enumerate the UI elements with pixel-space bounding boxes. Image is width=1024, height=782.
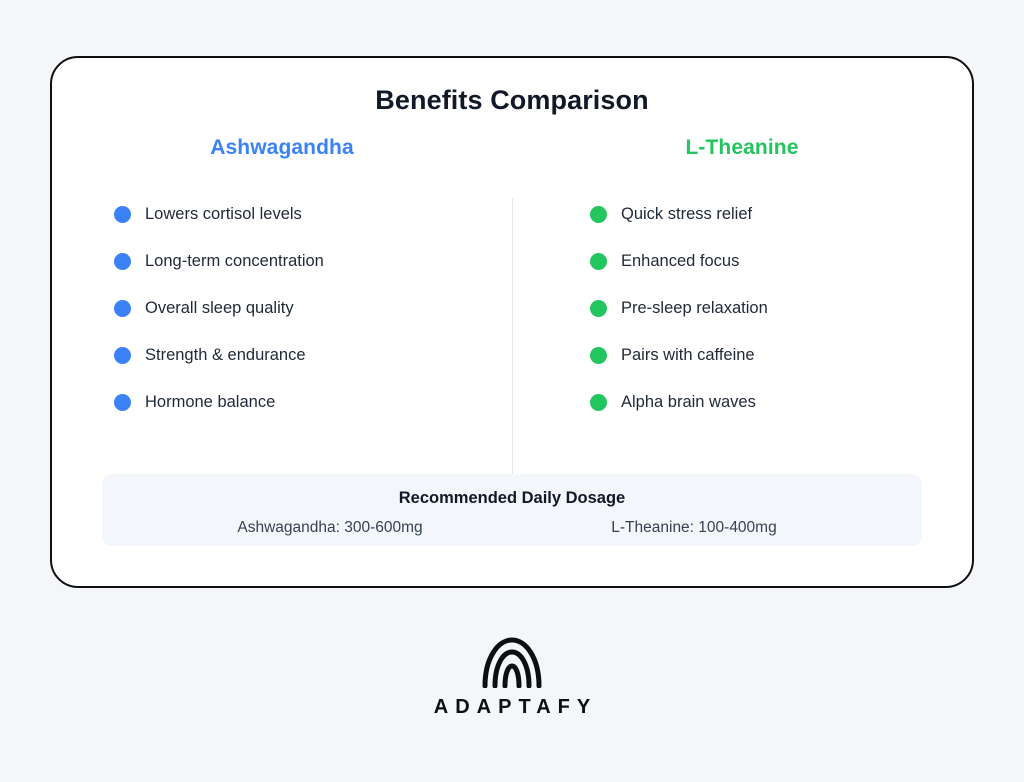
brand-name: ADAPTAFY [433, 696, 598, 718]
benefit-label: Pre-sleep relaxation [621, 299, 768, 318]
bullet-dot-icon [590, 300, 607, 317]
benefit-list-ashwagandha [114, 191, 512, 426]
bullet-dot-icon [114, 300, 131, 317]
bullet-dot-icon [114, 253, 131, 270]
comparison-columns [52, 136, 972, 486]
column-ashwagandha [52, 136, 512, 486]
list-item [590, 191, 972, 238]
bullet-dot-icon [590, 206, 607, 223]
bullet-dot-icon [590, 253, 607, 270]
list-item [590, 238, 972, 285]
list-item [114, 238, 512, 285]
bullet-dot-icon [590, 347, 607, 364]
bullet-dot-icon [114, 347, 131, 364]
benefit-label: Quick stress relief [621, 205, 753, 224]
benefit-label: Strength & endurance [145, 346, 306, 365]
list-item [114, 379, 512, 426]
dosage-panel [102, 474, 922, 546]
column-l-theanine [512, 136, 972, 486]
benefit-label: Enhanced focus [621, 252, 740, 271]
benefits-comparison-card [50, 56, 974, 588]
column-heading-ashwagandha: Ashwagandha [210, 136, 354, 159]
brand-footer [0, 636, 1024, 719]
dosage-ashwagandha: Ashwagandha: 300-600mg [237, 519, 423, 536]
dosage-l-theanine: L-Theanine: 100-400mg [611, 519, 777, 536]
dosage-title: Recommended Daily Dosage [398, 489, 626, 507]
list-item [114, 332, 512, 379]
list-item [590, 285, 972, 332]
benefit-label: Lowers cortisol levels [145, 205, 302, 224]
benefit-label: Hormone balance [145, 393, 276, 412]
benefit-list-l-theanine [590, 191, 972, 426]
list-item [114, 191, 512, 238]
benefit-label: Alpha brain waves [621, 393, 756, 412]
benefit-label: Pairs with caffeine [621, 346, 755, 365]
bullet-dot-icon [590, 394, 607, 411]
page-title: Benefits Comparison [375, 85, 649, 115]
bullet-dot-icon [114, 394, 131, 411]
list-item [590, 332, 972, 379]
column-heading-l-theanine: L-Theanine [685, 136, 799, 159]
list-item [114, 285, 512, 332]
bullet-dot-icon [114, 206, 131, 223]
benefit-label: Overall sleep quality [145, 299, 294, 318]
list-item [590, 379, 972, 426]
benefit-label: Long-term concentration [145, 252, 324, 271]
arch-logo-icon [481, 636, 543, 688]
dosage-values [102, 519, 922, 537]
